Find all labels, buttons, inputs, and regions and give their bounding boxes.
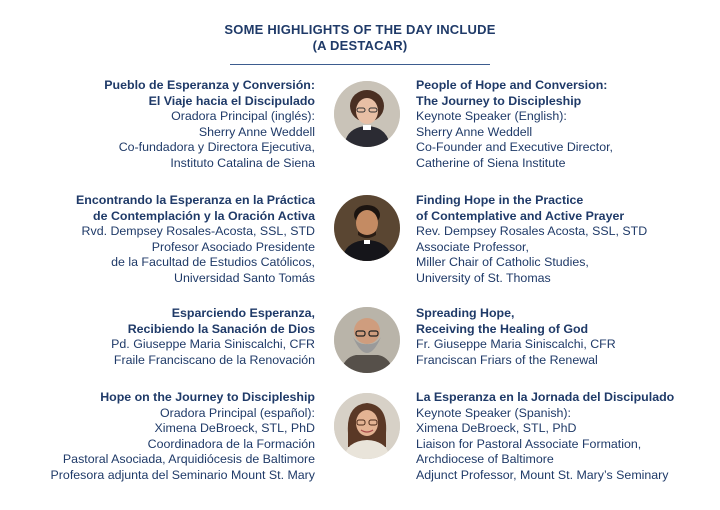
session-3-es-line-2: Fraile Franciscano de la Renovación [113, 352, 315, 367]
session-3-es-title-2: Recibiendo la Sanación de Dios [127, 321, 315, 336]
session-1-en-title-1: People of Hope and Conversion: [416, 78, 608, 92]
session-3-es-line-1: Pd. Giuseppe Maria Siniscalchi, CFR [111, 337, 315, 352]
session-3-en-line-2: Franciscan Friars of the Renewal [416, 352, 598, 367]
session-2-en-line-1: Rev. Dempsey Rosales Acosta, SSL, STD [416, 224, 648, 239]
session-1-es-line-1: Oradora Principal (inglés): [171, 109, 315, 124]
session-4-en-line-1: Keynote Speaker (Spanish): [416, 405, 571, 420]
heading-line-2: (A DESTACAR) [312, 38, 408, 53]
session-2-es-title-2: de Contemplación y la Oración Activa [93, 208, 315, 223]
session-4-en-line-4: Archdiocese of Baltimore [416, 452, 554, 467]
session-2-es-title-1: Encontrando la Esperanza en la Práctica [76, 193, 315, 207]
session-2-spanish [15, 193, 315, 287]
session-2-en-line-3: Miller Chair of Catholic Studies, [416, 255, 589, 270]
session-4-es-line-2: Ximena DeBroeck, STL, PhD [154, 421, 315, 436]
session-1-en-line-2: Sherry Anne Weddell [416, 124, 533, 139]
session-4-en-line-2: Ximena DeBroeck, STL, PhD [416, 421, 577, 436]
session-1-en-line-1: Keynote Speaker (English): [416, 109, 567, 124]
session-4-es-line-3: Coordinadora de la Formación [147, 436, 315, 451]
session-4-english [416, 390, 716, 484]
session-4-es-line-1: Oradora Principal (español): [160, 405, 315, 420]
session-1-english [416, 78, 716, 172]
session-2-en-title-2: of Contemplative and Active Prayer [416, 208, 625, 223]
heading-divider [230, 64, 490, 65]
session-4-en-title-1: La Esperanza en la Jornada del Discipulado [416, 390, 675, 404]
session-1-es-title-1: Pueblo de Esperanza y Conversión: [104, 78, 315, 92]
session-2-es-line-2: Profesor Asociado Presidente [151, 239, 315, 254]
session-3-en-title-2: Receiving the Healing of God [416, 321, 589, 336]
session-1-es-title-2: El Viaje hacia el Discipulado [148, 93, 315, 108]
session-3-es-title-1: Esparciendo Esperanza, [171, 306, 315, 320]
session-2-es-line-4: Universidad Santo Tomás [174, 270, 315, 285]
session-2-es-line-1: Rvd. Dempsey Rosales-Acosta, SSL, STD [81, 224, 315, 239]
session-2-en-line-2: Associate Professor, [416, 239, 529, 254]
session-2-es-line-3: de la Facultad de Estudios Católicos, [111, 255, 315, 270]
session-1-en-line-3: Co-Founder and Executive Director, [416, 140, 613, 155]
session-2-en-title-1: Finding Hope in the Practice [416, 193, 584, 207]
session-1-en-line-4: Catherine of Siena Institute [416, 155, 566, 170]
speaker-portrait-woman-short-hair [334, 81, 400, 147]
session-1-es-line-4: Instituto Catalina de Siena [170, 155, 315, 170]
session-3-english [416, 306, 716, 368]
session-1-spanish [15, 78, 315, 172]
session-1-es-line-3: Co-fundadora y Directora Ejecutiva, [118, 140, 315, 155]
session-4-spanish [15, 390, 315, 484]
session-3-en-line-1: Fr. Giuseppe Maria Siniscalchi, CFR [416, 337, 616, 352]
highlights-heading [0, 22, 720, 54]
speaker-portrait-woman-glasses [334, 393, 400, 459]
session-3-spanish [15, 306, 315, 368]
session-3-en-title-1: Spreading Hope, [416, 306, 515, 320]
speaker-portrait-priest [334, 195, 400, 261]
heading-line-1: SOME HIGHLIGHTS OF THE DAY INCLUDE [224, 22, 496, 37]
session-4-en-line-3: Liaison for Pastoral Associate Formation, [416, 436, 642, 451]
speaker-portrait-friar-beard [334, 307, 400, 373]
session-1-es-line-2: Sherry Anne Weddell [198, 124, 315, 139]
session-2-en-line-4: University of St. Thomas [416, 270, 551, 285]
session-4-es-line-5: Profesora adjunta del Seminario Mount St. Mary [50, 467, 315, 482]
session-4-es-line-4: Pastoral Asociada, Arquidiócesis de Baltimore [62, 452, 315, 467]
session-1-en-title-2: The Journey to Discipleship [416, 93, 582, 108]
session-4-es-title-1: Hope on the Journey to Discipleship [100, 390, 315, 404]
session-4-en-line-5: Adjunct Professor, Mount St. Mary’s Seminary [416, 467, 669, 482]
session-2-english [416, 193, 716, 287]
